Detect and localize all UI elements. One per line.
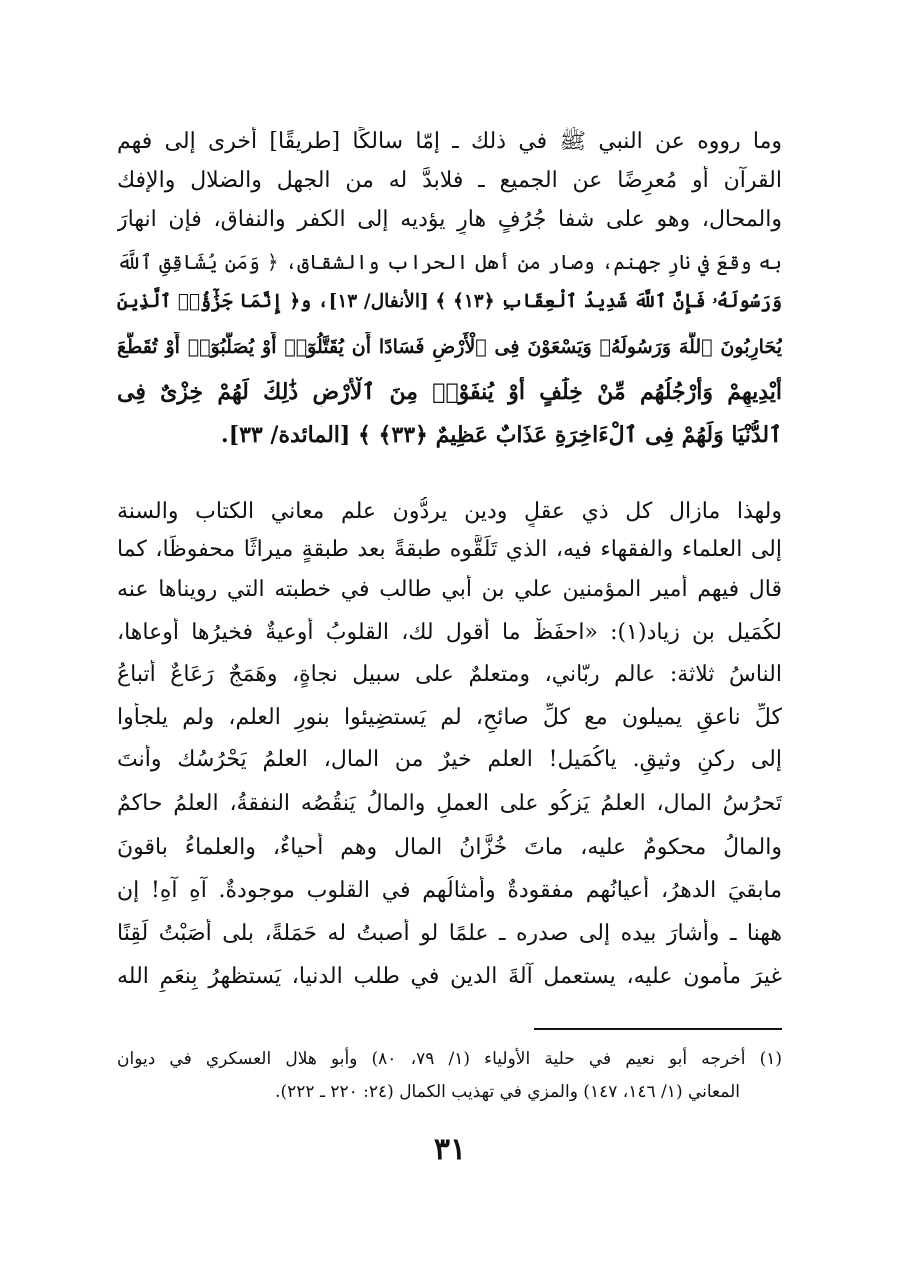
paragraph-2-line-9: والمالُ محكومٌ عليه، ماتَ خُزَّانُ المال وهم أحياءٌ، والعلماءُ باقونَ bbox=[117, 835, 782, 860]
page-number: ٣١ bbox=[433, 1132, 467, 1167]
paragraph-2-line-5: الناسُ ثلاثة: عالم ربّاني، ومتعلمٌ على سبيل نجاةٍ، وهَمَجٌ رَعَاعٌ أتباعُ bbox=[117, 662, 782, 687]
paragraph-2-line-12: غيرَ مأمون عليه، يستعمل آلةَ الدين في طلب الدنيا، يَستظهرُ بِنعَمِ الله bbox=[117, 964, 782, 989]
paragraph-2-line-1: ولهذا مازال كل ذي عقلٍ ودين يردُّون علم معاني الكتاب والسنة bbox=[117, 499, 782, 524]
footnote-line-1: (١) أخرجه أبو نعيم في حلية الأولياء (١/ ٧٩، ٨٠) وأبو هلال العسكري في ديوان bbox=[117, 1049, 782, 1069]
paragraph-2-line-2: إلى العلماء والفقهاء فيه، الذي تَلَقَّوه طبقةً بعد طبقةٍ ميراثًا محفوظًا، كما bbox=[117, 537, 782, 562]
paragraph-2-line-6: كلِّ ناعقٍ يميلون مع كلِّ صائحٍ، لم يَستضِيئوا بنورِ العلم، ولم يلجأوا bbox=[117, 705, 782, 730]
paragraph-2-line-8: تَحرُسُ المال، العلمُ يَزكُو على العملِ والمالُ يَنقُصُه النفقةُ، العلمُ حاكمٌ bbox=[117, 791, 782, 816]
paragraph-1-line-6: يُحَارِبُونَ ٱللَّهَ وَرَسُولَهُۥ وَيَسْعَوْنَ فِى ٱلْأَرْضِ فَسَادًا أَن يُقَتَّلُوٓا۟ أَوْ يُصَلَّبُوٓا۟ أَوْ تُقَطَّعَ bbox=[117, 336, 782, 358]
footnote-line-2: المعاني (١/ ١٤٦، ١٤٧) والمزي في تهذيب الكمال (٢٤: ٢٢٠ ـ ٢٢٢). bbox=[275, 1082, 740, 1102]
paragraph-2-line-11: ههنا ـ وأشارَ بيده إلى صدره ـ علمًا لو أصبتُ له حَمَلةً، بلى أَصَبْتُ لَقِنًا bbox=[117, 921, 782, 946]
paragraph-1-line-1: وما رووه عن النبي ﷺ في ذلك ـ إمّا سالكًا [طريقًا] أخرى إلى فهم bbox=[117, 129, 782, 154]
paragraph-2-line-7: إلى ركنٍ وثيقٍ. ياكُمَيل! العلم خيرٌ من المال، العلمُ يَحْرُسُك وأنتَ bbox=[117, 747, 782, 772]
footnote-separator bbox=[534, 1028, 782, 1030]
paragraph-1-line-3: والمحال، وهو على شفا جُرُفٍ هارٍ يؤديه إلى الكفر والنفاق، فإن انهارَ bbox=[117, 207, 782, 232]
paragraph-1-line-2: القرآن أو مُعرِضًا عن الجميع ـ فلابدَّ له من الجهل والضلال والإفك bbox=[117, 168, 782, 193]
paragraph-2-line-10: مابقيَ الدهرُ، أعيانُهم مفقودةٌ وأمثالُهم في القلوب موجودةٌ. آهِ آهِ! إن bbox=[117, 878, 782, 903]
paragraph-1-line-5: وَرَسُولَهُۥ فَإِنَّ ٱللَّهَ شَدِيدُ ٱلْعِقَابِ ﴿١٣﴾ ﴾ [الأنفال/ ١٣]، و﴿ إِنَّمَا جَزَٰٓؤُا۟ ٱلَّذِينَ bbox=[117, 291, 782, 312]
paragraph-1-line-8: ٱلدُّنْيَا وَلَهُمْ فِى ٱلْءَاخِرَةِ عَذَابٌ عَظِيمٌ ﴿٣٣﴾ ﴾ [المائدة/ ٣٣]. bbox=[221, 422, 782, 448]
paragraph-1-line-4: به وقعَ في نارِ جهنم، وصار من أهل الحراب والشقاق، ﴿ وَمَن يُشَاقِقِ ٱللَّهَ bbox=[117, 250, 782, 274]
paragraph-1-line-7: أَيْدِيهِمْ وَأَرْجُلُهُم مِّنْ خِلَٰفٍ أَوْ يُنفَوْا۟ مِنَ ٱلْأَرْضِ ذَٰلِكَ لَهُمْ خِزْىٌ فِى bbox=[117, 379, 782, 405]
paragraph-2-line-4: لكُمَيل بن زياد(١): «احفَظْ ما أقول لك، القلوبُ أوعيةٌ فخيرُها أوعاها، bbox=[117, 620, 782, 645]
paragraph-2-line-3: قال فيهم أمير المؤمنين علي بن أبي طالب في خطبته التي رويناها عنه bbox=[117, 577, 782, 602]
